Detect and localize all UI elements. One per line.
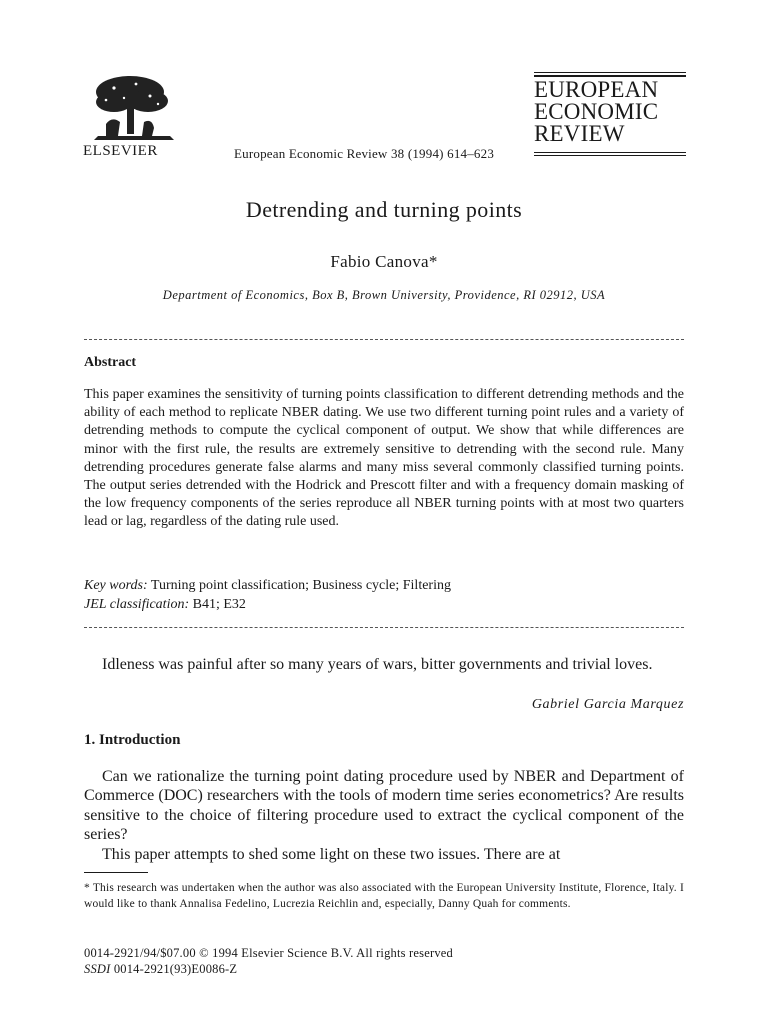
section-heading-introduction: 1. Introduction	[84, 732, 181, 748]
author-affiliation: Department of Economics, Box B, Brown University, Providence, RI 02912, USA	[162, 288, 606, 302]
footnote: * This research was undertaken when the author was also associated with the European University Institute, Florence, Italy. I would like to thank Annalisa Fedelino, Lucrezia Reichlin and, especially, Danny Quah for comments.	[84, 882, 684, 910]
keywords-value: Turning point classification; Business cycle; Filtering	[150, 578, 451, 593]
jel-line	[84, 595, 451, 614]
journal-title-block	[534, 72, 686, 145]
journal-title-line: ECONOMIC	[534, 99, 659, 124]
keywords-label: Key words:	[84, 578, 148, 593]
ssdi-label: SSDI	[84, 962, 111, 976]
paper-title: Detrending and turning points	[245, 197, 523, 222]
journal-citation: European Economic Review 38 (1994) 614–623	[234, 146, 495, 161]
body-paragraph: This paper attempts to shed some light on these two issues. There are at	[102, 845, 561, 863]
keywords-block	[84, 576, 451, 614]
copyright-block	[84, 945, 453, 977]
elsevier-tree-logo	[84, 74, 184, 144]
abstract-heading: Abstract	[84, 355, 137, 370]
epigraph-author: Gabriel Garcia Marquez	[531, 697, 684, 712]
publisher-name: ELSEVIER	[83, 143, 158, 159]
keywords-line	[84, 576, 451, 595]
ssdi-value: 0014-2921(93)E0086-Z	[113, 962, 238, 976]
ssdi-line	[84, 961, 453, 977]
jel-value: B41; E32	[192, 597, 246, 612]
abstract-text: This paper examines the sensitivity of turning points classification to different detrending methods and the ability of each method to replicate NBER dating. We use two different turning point rules and a variety of detrending methods to compute the cyclical component of output. We show that while differences are minor with the first rule, the results are extremely sensitive to detrending with the second rule. Many detrending procedures generate false alarms and many miss several commonly classified turning points. The output series detrended with the Hodrick and Prescott filter and with a frequency domain masking of the low frequency components of the series reproduce all NBER turning points with at most two quarters lead or lag, regardless of the dating rule used.	[84, 387, 684, 530]
journal-title-line: EUROPEAN	[534, 77, 659, 102]
copyright-line: 0014-2921/94/$07.00 © 1994 Elsevier Science B.V. All rights reserved	[84, 946, 453, 960]
body-paragraph: Can we rationalize the turning point dating procedure used by NBER and Department of Commerce (DOC) researchers with the tools of modern time series econometrics? Are results sensitive to the choice of filtering procedure used to extract the cyclical component of the series?	[84, 768, 684, 844]
section-divider	[84, 627, 684, 628]
epigraph-quote: Idleness was painful after so many years of wars, bitter governments and trivial loves.	[102, 656, 653, 673]
jel-label: JEL classification:	[84, 597, 190, 612]
section-divider	[84, 339, 684, 340]
introduction-body	[84, 767, 684, 864]
footnote-divider	[84, 872, 148, 873]
journal-title-rules	[534, 152, 686, 158]
author-name: Fabio Canova*	[330, 252, 438, 271]
journal-title-line: REVIEW	[534, 121, 625, 146]
